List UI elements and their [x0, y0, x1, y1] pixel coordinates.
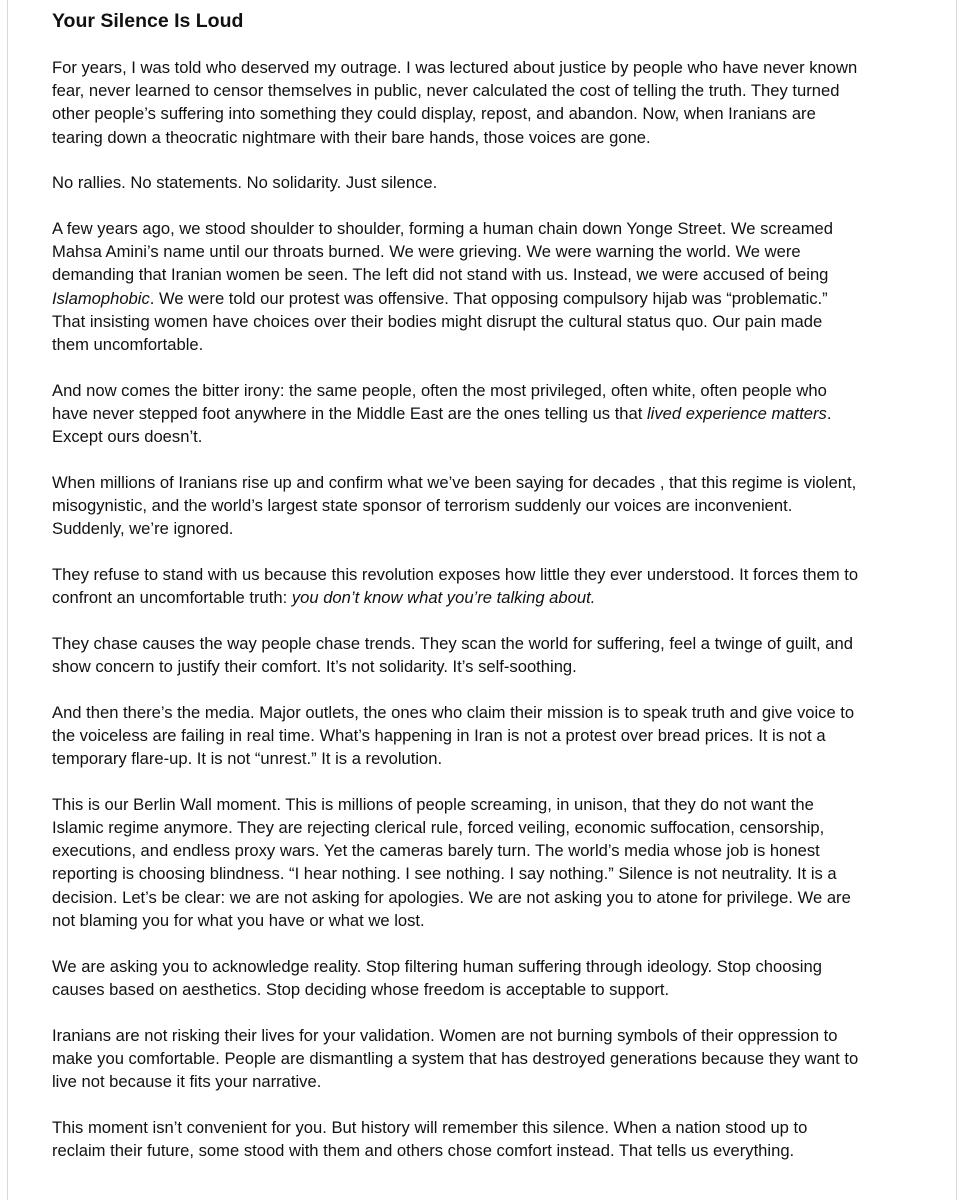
text-segment: This is our Berlin Wall moment. This is millions of people screaming, in unison, that they do not want the: [52, 794, 814, 814]
text-segment: confront an uncomfortable truth:: [52, 588, 292, 608]
text-line: [52, 816, 912, 839]
text-line: [52, 862, 912, 885]
text-segment: decision. Let’s be clear: we are not asking for apologies. We are not asking you to atone for privilege. We are: [52, 887, 851, 907]
text-segment: reporting is choosing blindness. “I hear nothing. I see nothing. I say nothing.” Silence is not neutrality. It is a: [52, 864, 837, 884]
text-segment: temporary flare-up. It is not “unrest.” It is a revolution.: [52, 749, 443, 769]
text-line: [52, 1116, 912, 1139]
text-line: [52, 586, 912, 609]
text-line: [52, 655, 912, 678]
text-segment: A few years ago, we stood shoulder to shoulder, forming a human chain down Yonge Street. We screamed: [52, 219, 833, 239]
text-segment: tearing down a theocratic nightmare with their bare hands, those voices are gone.: [52, 127, 651, 147]
text-line: [52, 494, 912, 517]
text-segment: reclaim their future, some stood with them and others chose comfort instead. That tells us everything.: [52, 1140, 795, 1160]
text-segment: make you comfortable. People are dismantling a system that has destroyed generations because they want to: [52, 1048, 859, 1068]
text-line: [52, 310, 912, 333]
text-line: [52, 171, 912, 194]
text-line: [52, 701, 912, 724]
text-line: [52, 793, 912, 816]
text-segment: Iranians are not risking their lives for your validation. Women are not burning symbols of their oppression to: [52, 1025, 838, 1045]
paragraph-8: [52, 701, 912, 771]
text-line: [52, 909, 912, 932]
text-segment: Except ours doesn’t.: [52, 427, 203, 447]
text-segment: the voiceless are failing in real time. What’s happening in Iran is not a protest over bread prices. It is not a: [52, 725, 826, 745]
paragraph-5: [52, 471, 912, 541]
text-segment: causes based on aesthetics. Stop deciding whose freedom is acceptable to support.: [52, 979, 670, 999]
paragraph-3: [52, 217, 912, 356]
text-segment: When millions of Iranians rise up and confirm what we’ve been saying for decades , that this regime is violent,: [52, 472, 857, 492]
text-line: [52, 217, 912, 240]
text-segment: And then there’s the media. Major outlets, the ones who claim their mission is to speak truth and give voice to: [52, 702, 855, 722]
text-line: [52, 724, 912, 747]
text-line: [52, 1070, 912, 1093]
text-segment: misogynistic, and the world’s largest state sponsor of terrorism suddenly our voices are inconvenient.: [52, 496, 793, 516]
paragraph-4: [52, 379, 912, 449]
text-line: [52, 56, 912, 79]
text-segment: not blaming you for what you have or what we lost.: [52, 910, 425, 930]
text-segment: We are asking you to acknowledge reality. Stop filtering human suffering through ideology. Stop choosing: [52, 956, 822, 976]
paragraph-1: [52, 56, 912, 149]
text-segment: They chase causes the way people chase trends. They scan the world for suffering, feel a twinge of guilt, and: [52, 633, 853, 653]
page-edge-left: [7, 0, 8, 1200]
text-segment: .: [826, 403, 832, 423]
text-line: [52, 1139, 912, 1162]
text-segment: show concern to justify their comfort. It’s not solidarity. It’s self-soothing.: [52, 657, 577, 677]
paragraph-7: [52, 632, 912, 678]
paragraph-11: [52, 1024, 912, 1094]
text-segment: have never stepped foot anywhere in the Middle East are the ones telling us that: [52, 403, 647, 423]
text-segment: live not because it fits your narrative.: [52, 1071, 322, 1091]
text-segment: That insisting women have choices over their bodies might disrupt the cultural status quo. Our pain made: [52, 311, 823, 331]
text-line: [52, 886, 912, 909]
text-segment: Islamic regime anymore. They are rejecting clerical rule, forced veiling, economic suffocation, censorship,: [52, 818, 825, 838]
text-segment: other people’s suffering into something they could display, repost, and abandon. Now, when Iranians are: [52, 104, 816, 124]
text-line: [52, 333, 912, 356]
text-line: [52, 102, 912, 125]
italic-text: lived experience matters: [647, 403, 827, 423]
text-segment: demanding that Iranian women be seen. The left did not stand with us. Instead, we were accused of being: [52, 265, 829, 285]
text-segment: them uncomfortable.: [52, 335, 204, 355]
text-segment: No rallies. No statements. No solidarity. Just silence.: [52, 173, 438, 193]
paragraph-10: [52, 955, 912, 1001]
page-edge-right: [956, 0, 957, 1200]
text-line: [52, 126, 912, 149]
text-line: [52, 517, 912, 540]
text-segment: For years, I was told who deserved my outrage. I was lectured about justice by people who have never known: [52, 58, 858, 77]
paragraph-9: [52, 793, 912, 932]
paragraph-6: [52, 563, 912, 609]
text-segment: . We were told our protest was offensive. That opposing compulsory hijab was “problematic.”: [149, 288, 828, 308]
text-line: [52, 632, 912, 655]
text-segment: And now comes the bitter irony: the same people, often the most privileged, often white, often people who: [52, 380, 827, 400]
document-page: [52, 9, 912, 1185]
italic-text: Islamophobic: [52, 288, 150, 308]
text-line: [52, 839, 912, 862]
text-segment: fear, never learned to censor themselves in public, never calculated the cost of telling the truth. They turned: [52, 81, 840, 101]
text-line: [52, 1047, 912, 1070]
text-line: [52, 379, 912, 402]
text-line: [52, 1024, 912, 1047]
text-line: [52, 79, 912, 102]
text-line: [52, 240, 912, 263]
document-body: [52, 56, 912, 1162]
text-line: [52, 287, 912, 310]
text-segment: Mahsa Amini’s name until our throats burned. We were grieving. We were warning the world. We were: [52, 242, 801, 262]
text-line: [52, 402, 912, 425]
text-line: [52, 747, 912, 770]
paragraph-2: [52, 171, 912, 194]
text-segment: executions, and endless proxy wars. Yet the cameras barely turn. The world’s media whose job is honest: [52, 841, 820, 861]
text-segment: This moment isn’t convenient for you. But history will remember this silence. When a nation stood up to: [52, 1117, 808, 1137]
text-line: [52, 471, 912, 494]
document-title: Your Silence Is Loud: [52, 10, 244, 32]
text-line: [52, 955, 912, 978]
text-line: [52, 263, 912, 286]
text-segment: Suddenly, we’re ignored.: [52, 519, 234, 539]
text-line: [52, 978, 912, 1001]
italic-text: you don’t know what you’re talking about.: [291, 588, 596, 608]
text-line: [52, 425, 912, 448]
paragraph-12: [52, 1116, 912, 1162]
text-segment: They refuse to stand with us because this revolution exposes how little they ever understood. It forces them to: [52, 564, 859, 584]
text-line: [52, 563, 912, 586]
